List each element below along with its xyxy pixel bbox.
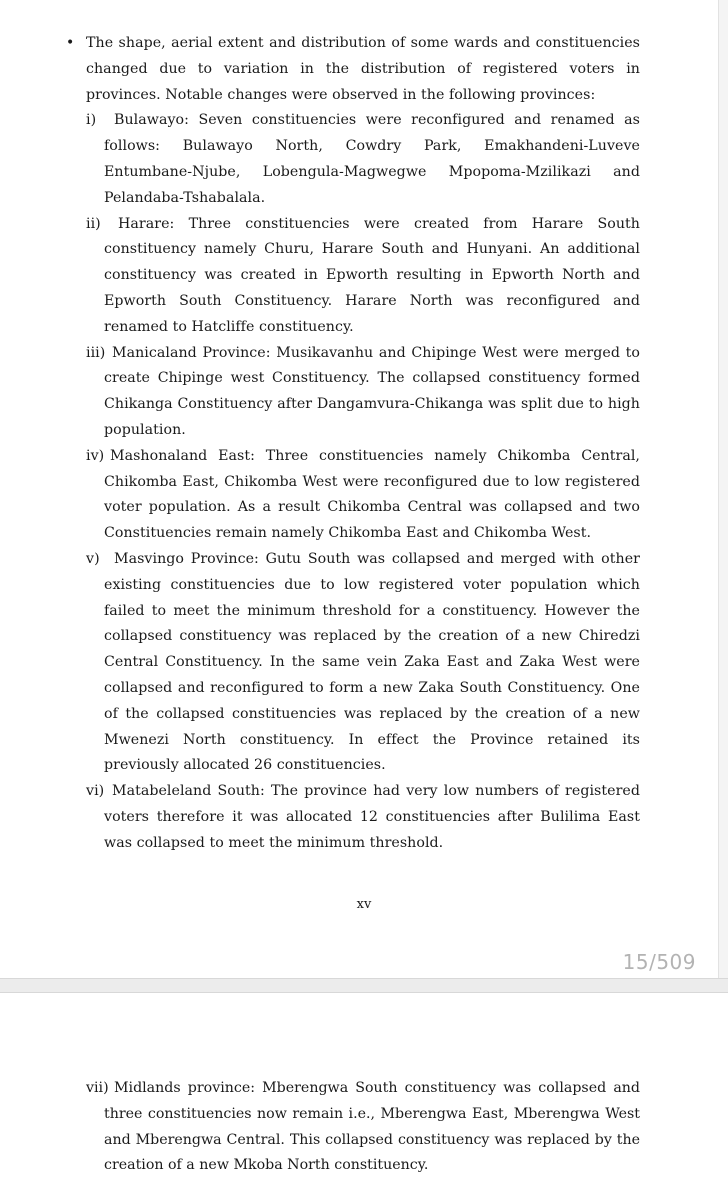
list-item-text: Masvingo Province: Gutu South was collapsed and merged with other existing constituencies due to low registered voter population which failed to meet the minimum threshold for a constituency. However the collapsed constituency was replaced by the creation of a new Chiredzi Central Constituency. In the same vein Zaka East and Zaka West were collapsed and reconfigured to form a new Zaka South Constituency. One of the collapsed constituencies was replaced by the creation of a new Mwenezi North constituency. In effect the Province retained its previously allocated 26 constituencies. [104,550,640,774]
page-separator [0,978,728,993]
list-item-text: Bulawayo: Seven constituencies were reconfigured and renamed as follows: Bulawayo North, Cowdry Park, Emakhandeni-Luveve Entumbane-Njube, Lobengula-Magwegwe Mpopoma-Mzilikazi and Pelandaba-Tshabalala. [104,112,640,206]
list-item [86,108,640,211]
page-counter: 15/509 [622,950,696,974]
list-item-number: v) [86,550,100,567]
intro-paragraph: The shape, aerial extent and distribution of some wards and constituencies changed due to variation in the distribution of registered voters in provinces. Notable changes were observed in the following provinces: [86,35,640,103]
list-item-text: Matabeleland South: The province had very low numbers of registered voters therefore it was allocated 12 constituencies after Bulilima East was collapsed to meet the minimum threshold. [104,783,640,851]
list-item-text: Mashonaland East: Three constituencies namely Chikomba Central, Chikomba East, Chikomba West were reconfigured due to low registered voter population. As a result Chikomba Central was collapsed and two Constituencies remain namely Chikomba East and Chikomba West. [104,447,640,542]
list-item [86,1076,640,1179]
list-item-text: Midlands province: Mberengwa South constituency was collapsed and three constituencies now remain i.e., Mberengwa East, Mberengwa West and Mberengwa Central. This collapsed constituency was replaced by the creation of a new Mkoba North constituency. [104,1080,640,1174]
list-item [86,779,640,856]
list-item-number: vi) [86,783,105,800]
list-item-number: vii) [86,1080,109,1096]
scrollbar-track[interactable] [718,0,728,978]
list-item [86,212,640,341]
page-number: xv [356,897,372,912]
list-item-number: ii) [86,215,101,232]
list-item [86,341,640,444]
list-item [86,444,640,547]
page-body-continued [86,1076,640,1179]
list-item-number: iv) [86,447,105,464]
page-body [86,31,640,857]
list-item-number: iii) [86,344,106,361]
list-item-text: Manicaland Province: Musikavanhu and Chipinge West were merged to create Chipinge west Constituency. The collapsed constituency formed Chikanga Constituency after Dangamvura-Chikanga was split due to high population. [104,344,640,438]
list-item-number: i) [86,112,97,129]
bullet-marker: • [66,35,75,51]
list-item-text: Harare: Three constituencies were created from Harare South constituency namely Churu, Harare South and Hunyani. An additional constituency was created in Epworth resulting in Epworth North and Epworth South Constituency. Harare North was reconfigured and renamed to Hatcliffe constituency. [104,215,640,335]
list-item [86,547,640,779]
